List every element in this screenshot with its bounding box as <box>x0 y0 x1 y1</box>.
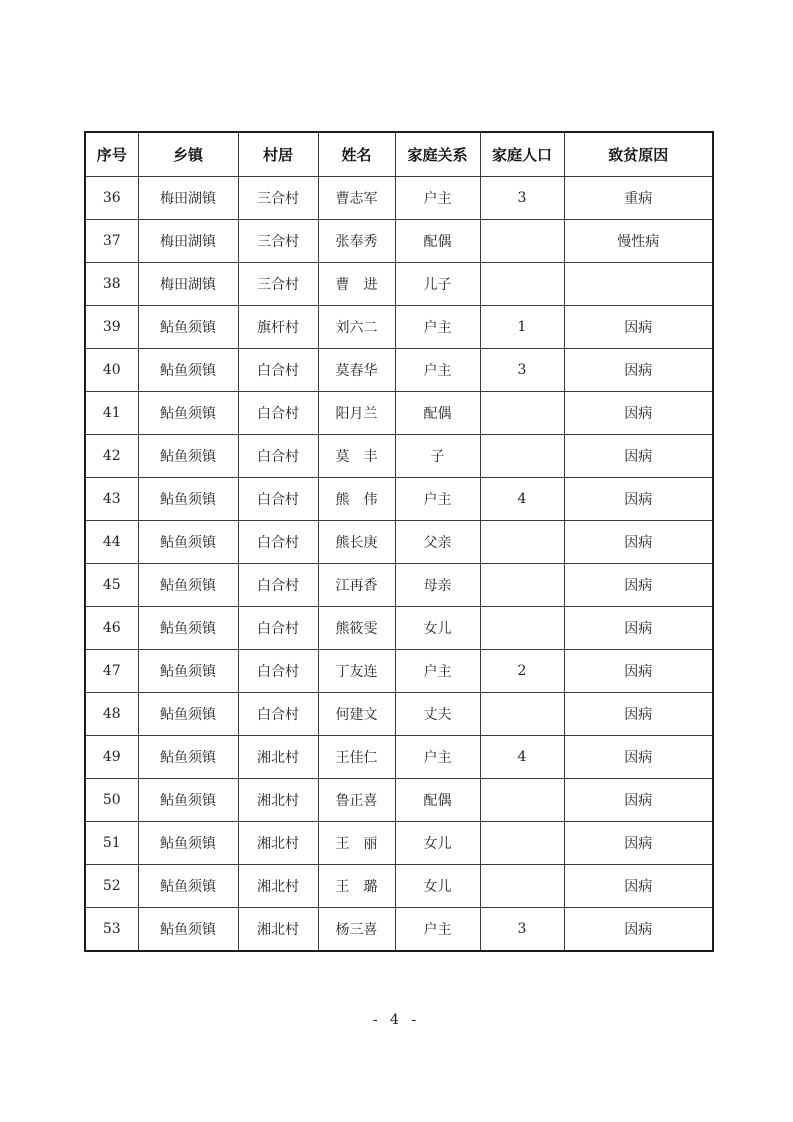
table-row <box>85 392 713 435</box>
table-cell: 因病 <box>564 392 713 435</box>
table-cell <box>480 865 564 908</box>
table-cell: 36 <box>85 177 138 220</box>
table-cell: 鲇鱼须镇 <box>138 478 238 521</box>
table-cell: 母亲 <box>395 564 480 607</box>
table-cell: 40 <box>85 349 138 392</box>
table-cell: 旗杆村 <box>238 306 318 349</box>
table-cell: 因病 <box>564 349 713 392</box>
table-cell: 三合村 <box>238 220 318 263</box>
table-row <box>85 822 713 865</box>
table-cell: 王佳仁 <box>318 736 395 779</box>
table-cell: 因病 <box>564 736 713 779</box>
table-cell: 配偶 <box>395 779 480 822</box>
column-header: 家庭关系 <box>395 132 480 177</box>
column-header: 乡镇 <box>138 132 238 177</box>
table-cell: 鲇鱼须镇 <box>138 349 238 392</box>
table-cell <box>480 564 564 607</box>
table-cell: 户主 <box>395 908 480 952</box>
table-cell: 2 <box>480 650 564 693</box>
table-cell: 三合村 <box>238 177 318 220</box>
table-cell: 47 <box>85 650 138 693</box>
table-cell: 户主 <box>395 349 480 392</box>
table-cell: 白合村 <box>238 564 318 607</box>
table-cell: 48 <box>85 693 138 736</box>
table-row <box>85 435 713 478</box>
table-cell: 张奉秀 <box>318 220 395 263</box>
table-cell: 鲇鱼须镇 <box>138 392 238 435</box>
table-cell <box>480 435 564 478</box>
table-cell: 鲇鱼须镇 <box>138 693 238 736</box>
table-cell: 3 <box>480 349 564 392</box>
table-row <box>85 349 713 392</box>
table-cell: 女儿 <box>395 607 480 650</box>
column-header: 村居 <box>238 132 318 177</box>
table-cell: 户主 <box>395 650 480 693</box>
table-cell: 何建文 <box>318 693 395 736</box>
table-cell: 女儿 <box>395 822 480 865</box>
column-header: 家庭人口 <box>480 132 564 177</box>
table-cell: 鲁正喜 <box>318 779 395 822</box>
table-cell: 因病 <box>564 607 713 650</box>
table-cell: 杨三喜 <box>318 908 395 952</box>
table-cell: 因病 <box>564 779 713 822</box>
table-cell: 白合村 <box>238 392 318 435</box>
table-cell: 因病 <box>564 908 713 952</box>
table-cell: 梅田湖镇 <box>138 263 238 306</box>
table-cell: 莫 丰 <box>318 435 395 478</box>
table-cell: 白合村 <box>238 435 318 478</box>
table-cell: 梅田湖镇 <box>138 177 238 220</box>
table-body <box>85 177 713 952</box>
table-cell: 39 <box>85 306 138 349</box>
table-cell: 4 <box>480 478 564 521</box>
table-cell: 户主 <box>395 177 480 220</box>
table-cell: 丁友连 <box>318 650 395 693</box>
table-row <box>85 693 713 736</box>
table-cell <box>480 693 564 736</box>
table-cell: 梅田湖镇 <box>138 220 238 263</box>
table-cell: 配偶 <box>395 220 480 263</box>
table-cell: 湘北村 <box>238 779 318 822</box>
table-cell: 父亲 <box>395 521 480 564</box>
table-cell: 43 <box>85 478 138 521</box>
table-cell: 子 <box>395 435 480 478</box>
table-cell: 鲇鱼须镇 <box>138 822 238 865</box>
table-cell: 3 <box>480 908 564 952</box>
table-row <box>85 263 713 306</box>
table-cell: 曹志军 <box>318 177 395 220</box>
table-cell <box>564 263 713 306</box>
table-cell: 51 <box>85 822 138 865</box>
table-cell: 1 <box>480 306 564 349</box>
table-cell: 因病 <box>564 564 713 607</box>
table-cell <box>480 263 564 306</box>
table-cell <box>480 607 564 650</box>
table-cell <box>480 779 564 822</box>
table-cell: 鲇鱼须镇 <box>138 306 238 349</box>
table-cell: 湘北村 <box>238 865 318 908</box>
table-cell: 53 <box>85 908 138 952</box>
table-cell: 白合村 <box>238 349 318 392</box>
column-header: 致贫原因 <box>564 132 713 177</box>
table-cell: 丈夫 <box>395 693 480 736</box>
table-cell: 儿子 <box>395 263 480 306</box>
poverty-table <box>84 131 714 952</box>
table-cell: 重病 <box>564 177 713 220</box>
table-cell: 湘北村 <box>238 736 318 779</box>
table-cell: 因病 <box>564 521 713 564</box>
table-row <box>85 521 713 564</box>
table-cell: 鲇鱼须镇 <box>138 865 238 908</box>
table-row <box>85 607 713 650</box>
table-cell: 熊长庚 <box>318 521 395 564</box>
table-cell: 鲇鱼须镇 <box>138 607 238 650</box>
table-cell: 鲇鱼须镇 <box>138 521 238 564</box>
table-cell: 王 丽 <box>318 822 395 865</box>
table-cell: 因病 <box>564 822 713 865</box>
table-cell: 52 <box>85 865 138 908</box>
table-cell: 鲇鱼须镇 <box>138 564 238 607</box>
table-cell: 曹 进 <box>318 263 395 306</box>
table-cell: 配偶 <box>395 392 480 435</box>
table-cell <box>480 521 564 564</box>
table-cell: 户主 <box>395 736 480 779</box>
table-cell: 鲇鱼须镇 <box>138 435 238 478</box>
table-row <box>85 779 713 822</box>
table-cell: 因病 <box>564 306 713 349</box>
table-cell: 因病 <box>564 693 713 736</box>
table-cell: 37 <box>85 220 138 263</box>
table-row <box>85 306 713 349</box>
table-row <box>85 564 713 607</box>
table-cell: 4 <box>480 736 564 779</box>
table-cell: 熊筱雯 <box>318 607 395 650</box>
table-cell <box>480 822 564 865</box>
table-cell: 41 <box>85 392 138 435</box>
table-cell: 38 <box>85 263 138 306</box>
table-cell: 因病 <box>564 478 713 521</box>
table-row <box>85 650 713 693</box>
table-cell: 鲇鱼须镇 <box>138 736 238 779</box>
table-cell: 因病 <box>564 435 713 478</box>
table-row <box>85 220 713 263</box>
column-header: 姓名 <box>318 132 395 177</box>
table-cell: 莫春华 <box>318 349 395 392</box>
column-header: 序号 <box>85 132 138 177</box>
table-cell: 户主 <box>395 478 480 521</box>
table-cell: 湘北村 <box>238 822 318 865</box>
table-cell: 鲇鱼须镇 <box>138 650 238 693</box>
table-cell: 三合村 <box>238 263 318 306</box>
table-cell: 45 <box>85 564 138 607</box>
table-cell: 因病 <box>564 865 713 908</box>
table-cell: 刘六二 <box>318 306 395 349</box>
table-row <box>85 736 713 779</box>
table-cell: 因病 <box>564 650 713 693</box>
table-row <box>85 865 713 908</box>
table-cell: 鲇鱼须镇 <box>138 779 238 822</box>
table-cell: 女儿 <box>395 865 480 908</box>
table-cell: 江再香 <box>318 564 395 607</box>
table-cell: 慢性病 <box>564 220 713 263</box>
table-row <box>85 177 713 220</box>
table-cell: 白合村 <box>238 693 318 736</box>
table-row <box>85 478 713 521</box>
table-cell: 王 璐 <box>318 865 395 908</box>
table-row <box>85 908 713 952</box>
table-header-row <box>85 132 713 177</box>
table-cell: 白合村 <box>238 607 318 650</box>
table-cell: 湘北村 <box>238 908 318 952</box>
page-number: - 4 - <box>372 1012 421 1028</box>
table-cell: 50 <box>85 779 138 822</box>
table-cell: 鲇鱼须镇 <box>138 908 238 952</box>
table-cell <box>480 392 564 435</box>
table-cell: 46 <box>85 607 138 650</box>
table-cell <box>480 220 564 263</box>
table-cell: 42 <box>85 435 138 478</box>
table-cell: 白合村 <box>238 521 318 564</box>
table-cell: 熊 伟 <box>318 478 395 521</box>
table-cell: 阳月兰 <box>318 392 395 435</box>
table-cell: 44 <box>85 521 138 564</box>
table-cell: 3 <box>480 177 564 220</box>
table-cell: 白合村 <box>238 478 318 521</box>
table-cell: 白合村 <box>238 650 318 693</box>
table-cell: 户主 <box>395 306 480 349</box>
table-cell: 49 <box>85 736 138 779</box>
